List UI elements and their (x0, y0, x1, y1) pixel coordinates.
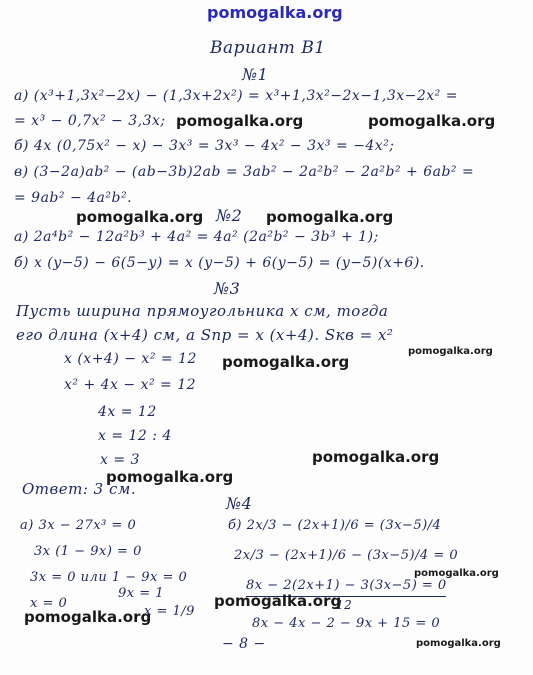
task2-b-line: б) x (y−5) − 6(5−y) = x (y−5) + 6(y−5) = (y−5)(x+6). (14, 255, 425, 271)
task1-a-line1: а) (x³+1,3x²−2x) − (1,3x+2x²) = x³+1,3x²−2x−1,3x−2x² = (14, 88, 458, 104)
watermark: pomogalka.org (214, 592, 342, 610)
watermark: pomogalka.org (24, 608, 152, 626)
task4-a-line4: 9x = 1 (118, 586, 165, 601)
task4-a-line6: x = 1/9 (144, 604, 195, 619)
watermark: pomogalka.org (222, 353, 350, 371)
task4-b-line1: б) 2x/3 − (2x+1)/6 = (3x−5)/4 (228, 518, 442, 533)
watermark: pomogalka.org (76, 208, 204, 226)
variant-title: Вариант В1 (210, 38, 326, 58)
task4-a-line2: 3x (1 − 9x) = 0 (34, 544, 142, 559)
task4-b-line3: 8x − 2(2x+1) − 3(3x−5) = 0 (246, 578, 447, 593)
task2-a-line: а) 2a⁴b² − 12a²b³ + 4a² = 4a² (2a²b² − 3b³ + 1); (14, 229, 379, 245)
watermark: pomogalka.org (408, 346, 493, 357)
site-watermark-top: pomogalka.org (207, 3, 343, 22)
task4-a-line3: 3x = 0 или 1 − 9x = 0 (30, 570, 188, 585)
task3-eq4: x = 12 : 4 (98, 428, 172, 444)
task3-text2: его длина (x+4) см, а Sпр = x (x+4). Sкв = x² (16, 326, 394, 344)
watermark: pomogalka.org (416, 638, 501, 649)
task1-c-line2: = 9ab² − 4a²b². (14, 190, 133, 206)
task1-title: №1 (242, 65, 269, 84)
watermark: pomogalka.org (266, 208, 394, 226)
task4-b-den: 12 (336, 598, 353, 612)
watermark: pomogalka.org (106, 468, 234, 486)
task3-eq2: x² + 4x − x² = 12 (64, 377, 197, 393)
page-number: − 8 − (222, 636, 266, 652)
task3-text1: Пусть ширина прямоугольника x см, тогда (16, 302, 389, 320)
task4-b-line2: 2x/3 − (2x+1)/6 − (3x−5)/4 = 0 (234, 548, 459, 563)
task3-eq5: x = 3 (100, 452, 140, 468)
task1-a-line2: = x³ − 0,7x² − 3,3x; (14, 113, 166, 129)
task2-title: №2 (216, 206, 243, 225)
task4-a-line1: а) 3x − 27x³ = 0 (20, 518, 137, 533)
task4-b-line4: 8x − 4x − 2 − 9x + 15 = 0 (252, 616, 441, 631)
watermark: pomogalka.org (368, 112, 496, 130)
task3-eq3: 4x = 12 (98, 404, 157, 420)
task3-eq1: x (x+4) − x² = 12 (64, 351, 197, 367)
task1-c-line1: в) (3−2a)ab² − (ab−3b)2ab = 3ab² − 2a²b² − 2a²b² + 6ab² = (14, 164, 475, 180)
task3-answer: Ответ: 3 см. (22, 480, 137, 498)
task3-title: №3 (214, 279, 241, 298)
task4-title: №4 (226, 494, 253, 513)
watermark: pomogalka.org (176, 112, 304, 130)
task4-a-line5: x = 0 (30, 596, 68, 611)
watermark: pomogalka.org (312, 448, 440, 466)
watermark: pomogalka.org (414, 568, 499, 579)
task1-b-line: б) 4x (0,75x² − x) − 3x³ = 3x³ − 4x² − 3x³ = −4x²; (14, 138, 395, 154)
